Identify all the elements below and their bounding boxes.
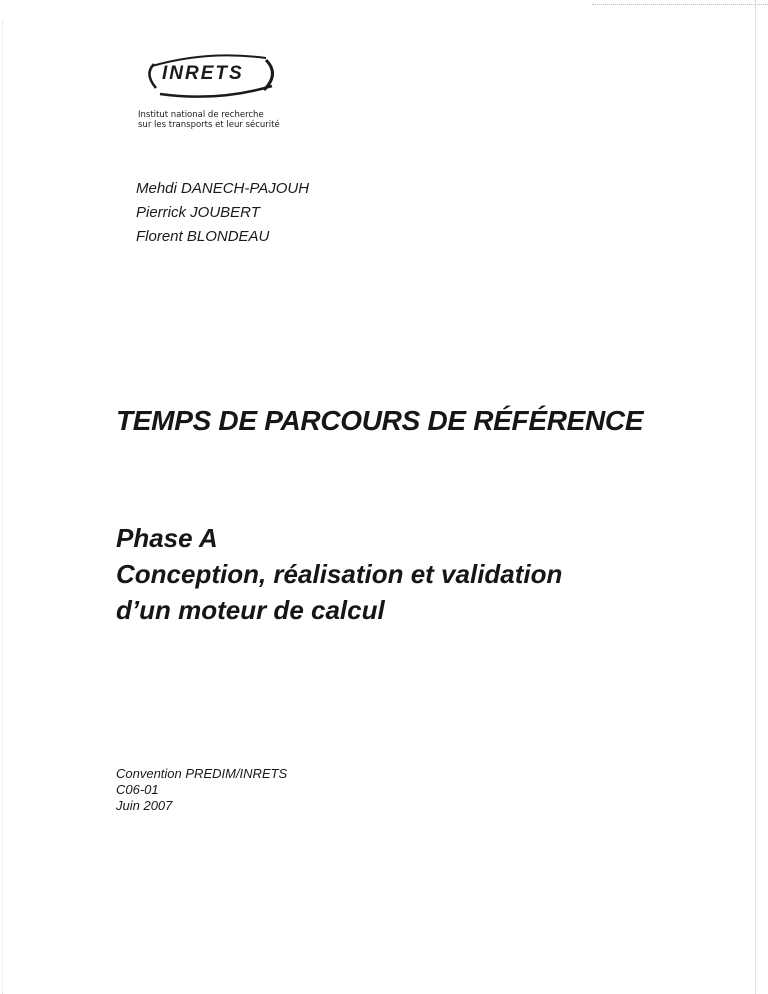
scan-edge-top	[592, 4, 768, 5]
scan-edge-left	[2, 20, 3, 994]
subtitle-line: d’un moteur de calcul	[116, 595, 385, 625]
author-name: Mehdi DANECH-PAJOUH	[136, 180, 310, 197]
logo-wordmark: INRETS	[162, 63, 244, 84]
subtitle-line: Conception, réalisation et validation	[116, 559, 563, 589]
logo-caption	[138, 110, 280, 130]
logo-caption-line2: sur les transports et leur sécurité	[138, 120, 280, 130]
report-title: TEMPS DE PARCOURS DE RÉFÉRENCE	[116, 405, 644, 436]
scan-edge-right	[755, 0, 756, 994]
convention-code: C06-01	[116, 782, 159, 797]
logo-caption-line1: Institut national de recherche	[138, 110, 264, 120]
convention-block	[116, 766, 287, 814]
inrets-logo	[138, 46, 298, 142]
author-name: Florent BLONDEAU	[136, 228, 270, 245]
convention-date: Juin 2007	[116, 798, 173, 813]
convention-name: Convention PREDIM/INRETS	[116, 766, 288, 781]
author-name: Pierrick JOUBERT	[136, 204, 260, 221]
authors-list	[136, 177, 309, 249]
subtitle-phase: Phase A	[116, 523, 218, 553]
report-subtitle	[116, 520, 562, 628]
